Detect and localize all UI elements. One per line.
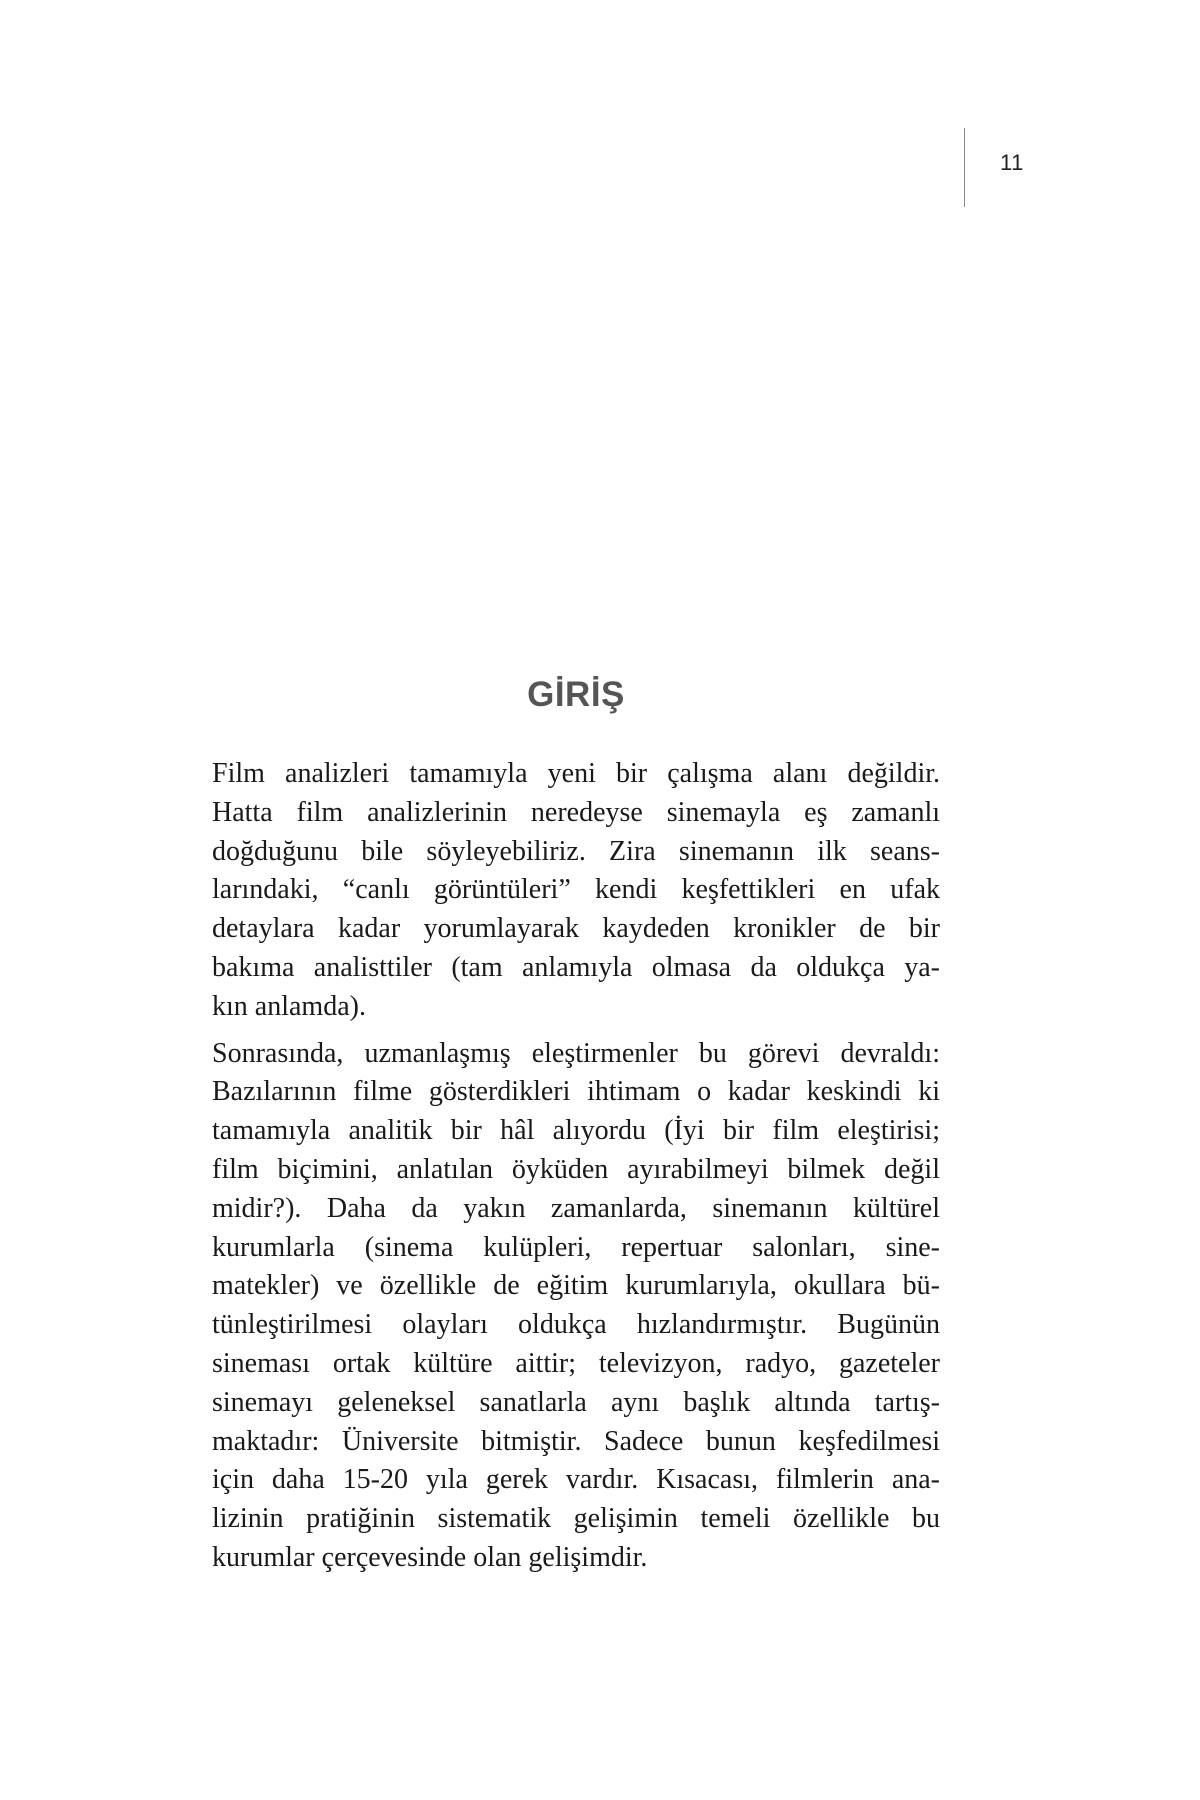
text-line: kurumlarla (sinema kulüpleri, repertuar salonları, sine- xyxy=(212,1231,940,1263)
text-line: maktadır: Üniversite bitmiştir. Sadece bunun keşfedilmesi xyxy=(212,1425,940,1457)
body-text xyxy=(212,755,940,1586)
text-line: tünleştirilmesi olayları oldukça hızlandırmıştır. Bugünün xyxy=(212,1309,940,1341)
paragraph-2 xyxy=(212,1035,940,1578)
text-line: Film analizleri tamamıyla yeni bir çalışma alanı değildir. xyxy=(212,758,940,789)
text-line: Hatta film analizlerinin neredeyse sinemayla eş zamanlı xyxy=(212,796,940,828)
text-line: midir?). Daha da yakın zamanlarda, sinemanın kültürel xyxy=(212,1192,940,1224)
text-line: detaylara kadar yorumlayarak kaydeden kronikler de bir xyxy=(212,913,940,945)
text-line: tamamıyla analitik bir hâl alıyordu (İyi bir film eleştirisi; xyxy=(212,1115,940,1147)
chapter-title: GİRİŞ xyxy=(527,675,625,714)
header-divider-rule xyxy=(964,128,965,207)
text-line: kurumlar çerçevesinde olan gelişimdir. xyxy=(212,1541,648,1573)
text-line: Bazılarının filme gösterdikleri ihtimam o kadar keskindi ki xyxy=(212,1076,940,1108)
text-line: kın anlamda). xyxy=(212,990,366,1022)
text-line: film biçimini, anlatılan öyküden ayırabilmeyi bilmek değil xyxy=(212,1153,940,1185)
text-line: matekler) ve özellikle de eğitim kurumlarıyla, okullara bü- xyxy=(212,1270,940,1302)
text-line: larındaki, “canlı görüntüleri” kendi keşfettikleri en ufak xyxy=(212,874,940,906)
text-line: bakıma analisttiler (tam anlamıyla olmasa da oldukça ya- xyxy=(212,951,940,983)
text-line: doğduğunu bile söyleyebiliriz. Zira sinemanın ilk seans- xyxy=(212,835,940,867)
page-number: 11 xyxy=(1000,150,1024,175)
text-line: lizinin pratiğinin sistematik gelişimin temeli özellikle bu xyxy=(212,1503,940,1535)
text-line: Sonrasında, uzmanlaşmış eleştirmenler bu görevi devraldı: xyxy=(212,1037,940,1069)
text-line: için daha 15-20 yıla gerek vardır. Kısacası, filmlerin ana- xyxy=(212,1464,940,1496)
text-line: sineması ortak kültüre aittir; televizyon, radyo, gazeteler xyxy=(212,1347,940,1379)
paragraph-1 xyxy=(212,755,940,1027)
text-line: sinemayı geleneksel sanatlarla aynı başlık altında tartış- xyxy=(212,1386,940,1418)
